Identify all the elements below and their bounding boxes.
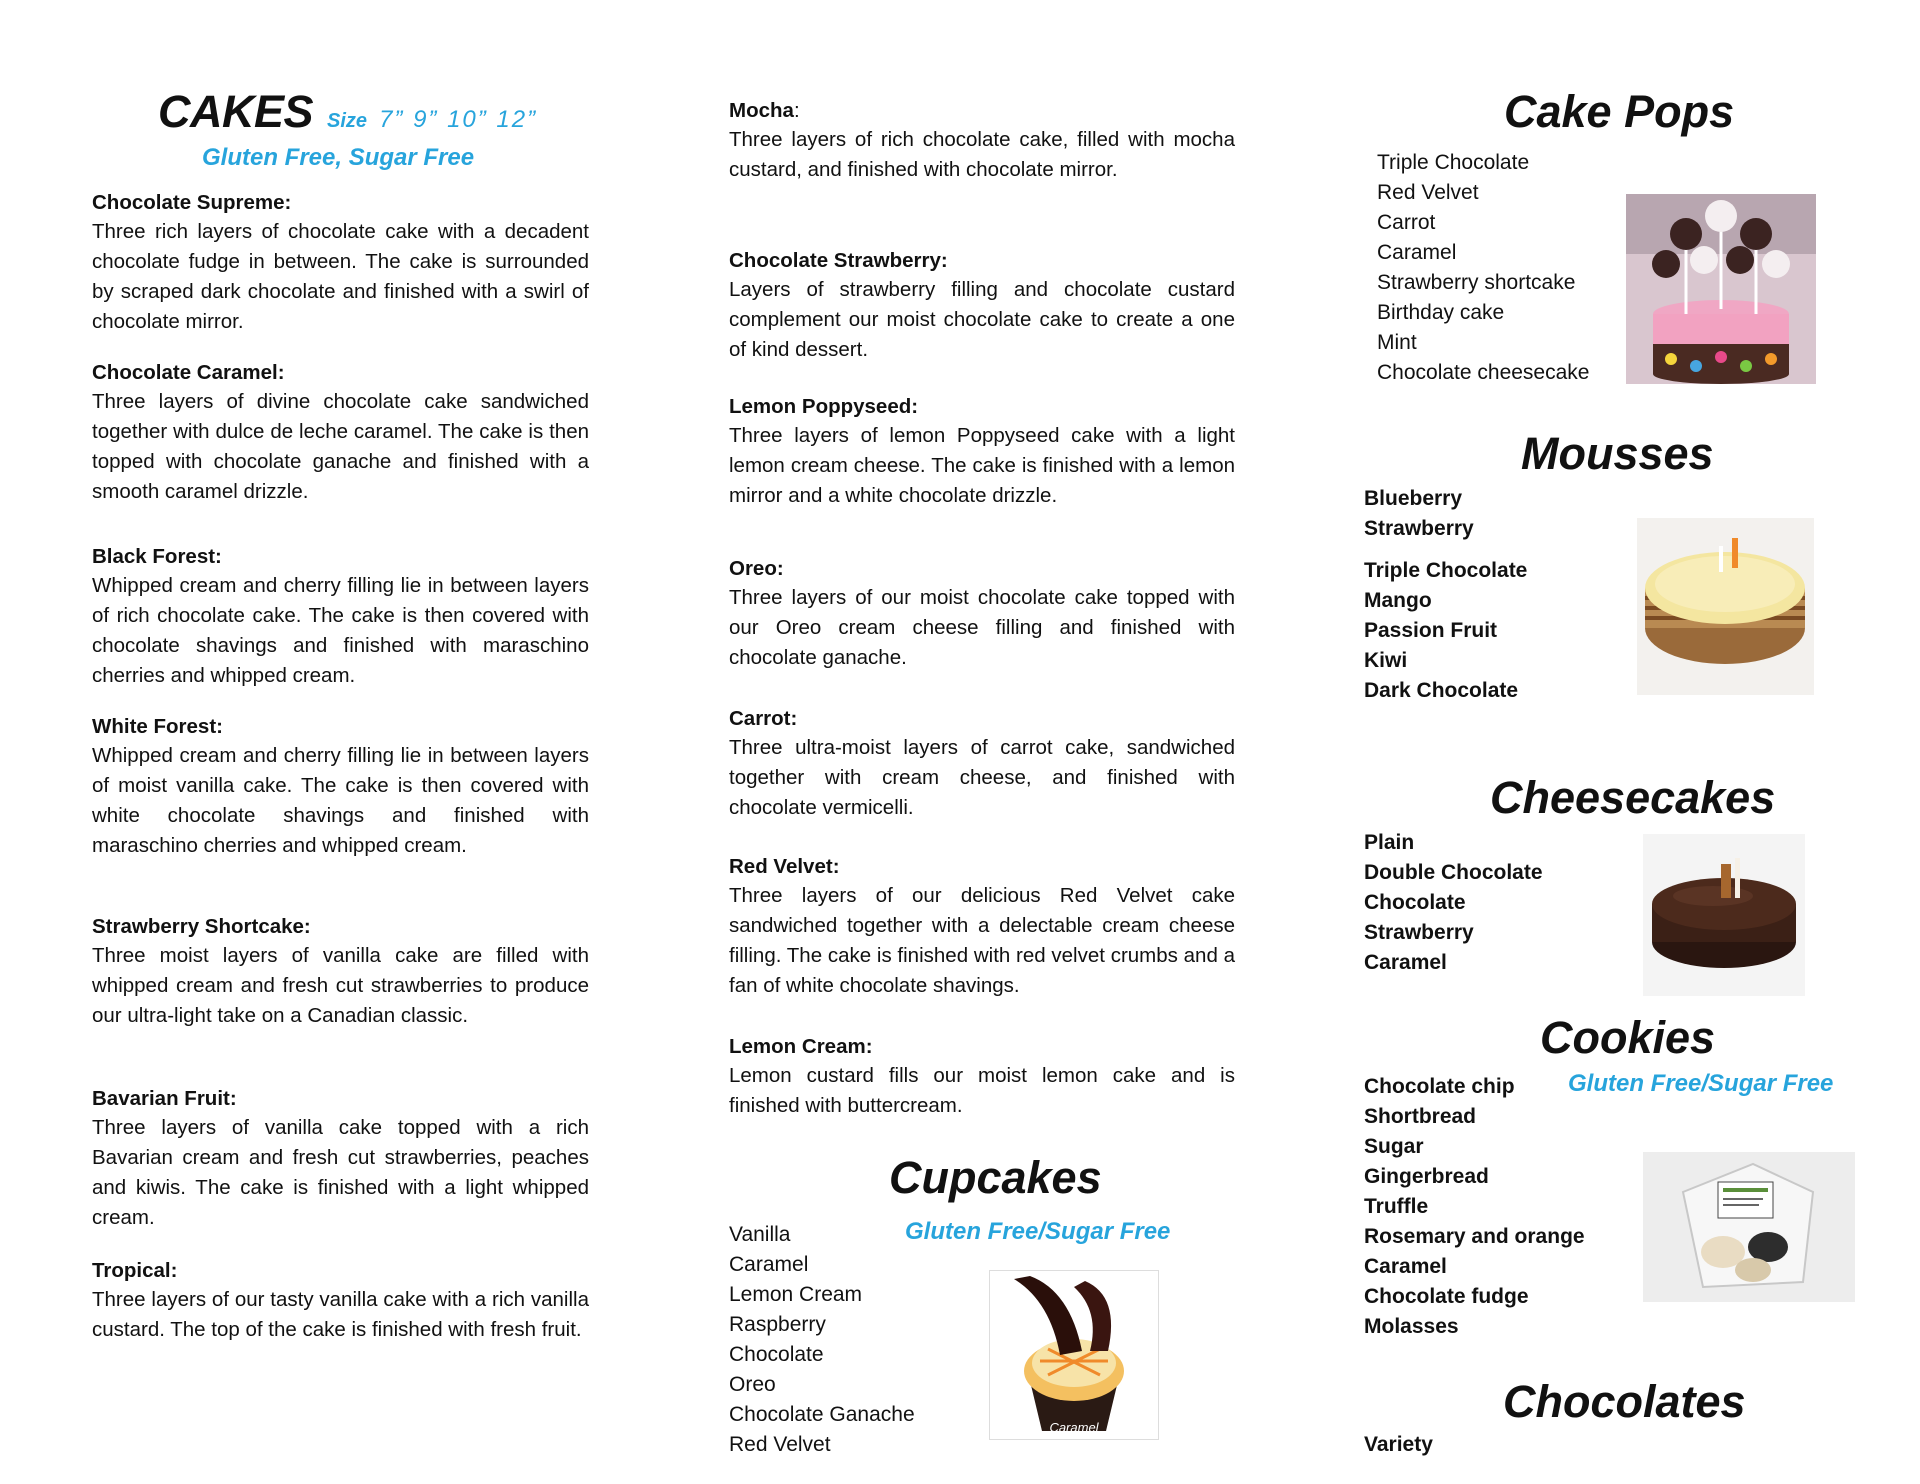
cookie-flavor: Truffle: [1364, 1195, 1429, 1218]
cake-item-description: Three layers of lemon Poppyseed cake with a light lemon cream cheese. The cake is finished with a lemon mirror and a white chocolate drizzle.: [729, 424, 1235, 507]
cookie-flavor: Molasses: [1364, 1315, 1459, 1338]
cheesecake-photo: [1643, 834, 1805, 996]
cake-item: [729, 96, 1235, 185]
cake-item-name: [729, 852, 1235, 881]
cake-pops-photo: [1626, 194, 1816, 384]
cake-item-name-text: Chocolate Caramel:: [92, 361, 285, 384]
cake-item: [92, 542, 589, 691]
cake-item-name: [92, 188, 589, 217]
size-options: 7” 9” 10” 12”: [379, 106, 538, 133]
mousse-flavor: Blueberry: [1364, 487, 1463, 510]
cake-item: [92, 912, 589, 1031]
cake-item-description: Three moist layers of vanilla cake are filled with whipped cream and fresh cut strawberries to produce our ultra-light take on a Canadian classic.: [92, 944, 589, 1027]
cupcake-flavor: Chocolate Ganache: [729, 1403, 915, 1426]
cookie-flavor: Shortbread: [1364, 1105, 1477, 1128]
mousse-flavor: Strawberry: [1364, 517, 1474, 540]
cookie-flavor: Rosemary and orange: [1364, 1225, 1585, 1248]
cake-pop-flavor: Caramel: [1377, 241, 1457, 264]
cake-item-name: [92, 542, 589, 571]
mousses-title: Mousses: [1521, 428, 1714, 479]
cupcake-photo: [989, 1270, 1159, 1440]
cake-item-description: Three layers of our moist chocolate cake topped with our Oreo cream cheese filling and finished with chocolate ganache.: [729, 586, 1235, 669]
cupcake-photo-caption: Caramel: [1049, 1420, 1099, 1435]
cookie-flavor: Chocolate chip: [1364, 1075, 1515, 1098]
cake-item: [92, 188, 589, 337]
cake-pop-flavor: Birthday cake: [1377, 301, 1505, 324]
cupcakes-dietary-note: Gluten Free/Sugar Free: [905, 1218, 1171, 1245]
mousse-flavor: Mango: [1364, 589, 1432, 612]
cake-item-description: Three ultra-moist layers of carrot cake, sandwiched together with cream cheese, and finished with chocolate vermicelli.: [729, 736, 1235, 819]
cake-item-name: [729, 96, 1235, 125]
cake-item: [729, 246, 1235, 365]
cake-item: [729, 392, 1235, 511]
cakes-title: CAKES: [158, 86, 314, 137]
mousses-list-primary: [1364, 484, 1474, 544]
cake-item: [92, 1084, 589, 1233]
cheesecakes-list: [1364, 828, 1543, 978]
cake-item-name-punct: :: [793, 99, 800, 122]
cake-item-name-text: Carrot:: [729, 707, 798, 730]
cake-item-description: Three layers of our tasty vanilla cake with a rich vanilla custard. The top of the cake is finished with fresh fruit.: [92, 1288, 589, 1341]
cake-pops-list: [1377, 148, 1589, 388]
cupcake-flavor: Lemon Cream: [729, 1283, 863, 1306]
cake-item-name: [92, 358, 589, 387]
cake-item-name-text: Lemon Cream:: [729, 1035, 873, 1058]
cookies-photo: [1643, 1152, 1855, 1302]
cake-pop-flavor: Triple Chocolate: [1377, 151, 1530, 174]
cake-item-name-text: Black Forest:: [92, 545, 222, 568]
cake-item-name-text: White Forest:: [92, 715, 223, 738]
cookies-dietary-note: Gluten Free/Sugar Free: [1568, 1070, 1834, 1097]
cake-item-description: Layers of strawberry filling and chocolate custard complement our moist chocolate cake to create a one of kind dessert.: [729, 278, 1235, 361]
cakes-heading: [158, 86, 537, 138]
cookies-title: Cookies: [1540, 1012, 1716, 1063]
mousse-flavor: Dark Chocolate: [1364, 679, 1519, 702]
cake-item-description: Three rich layers of chocolate cake with a decadent chocolate fudge in between. The cake is surrounded by scraped dark chocolate and finished with a swirl of chocolate mirror.: [92, 220, 589, 333]
cake-item-name-text: Strawberry Shortcake:: [92, 915, 311, 938]
cookies-list: [1364, 1072, 1585, 1342]
cake-pop-flavor: Mint: [1377, 331, 1417, 354]
cupcakes-list: [729, 1220, 915, 1460]
cake-pop-flavor: Carrot: [1377, 211, 1436, 234]
cake-item-name: [92, 1256, 589, 1285]
mousse-flavor: Passion Fruit: [1364, 619, 1498, 642]
cupcake-flavor: Red Velvet: [729, 1433, 831, 1456]
cake-item: [92, 1256, 589, 1345]
cookie-flavor: Caramel: [1364, 1255, 1447, 1278]
cake-item-name: [92, 1084, 589, 1113]
cake-item-name-text: Lemon Poppyseed:: [729, 395, 919, 418]
cupcake-flavor: Oreo: [729, 1373, 776, 1396]
cake-item-name: [729, 704, 1235, 733]
cookie-flavor: Sugar: [1364, 1135, 1424, 1158]
cake-item-name-text: Mocha: [729, 99, 794, 122]
cupcake-flavor: Vanilla: [729, 1223, 791, 1246]
cheesecake-flavor: Plain: [1364, 831, 1415, 854]
cake-item-name: [729, 554, 1235, 583]
cheesecake-flavor: Strawberry: [1364, 921, 1474, 944]
cake-item-name: [92, 912, 589, 941]
mousses-list-secondary: [1364, 556, 1527, 706]
cake-item-name: [729, 246, 1235, 275]
cake-pop-flavor: Red Velvet: [1377, 181, 1479, 204]
mousse-photo: [1637, 518, 1814, 695]
cake-item-name-text: Oreo:: [729, 557, 784, 580]
cookie-flavor: Gingerbread: [1364, 1165, 1489, 1188]
cupcake-flavor: Chocolate: [729, 1343, 824, 1366]
chocolates-title: Chocolates: [1503, 1376, 1746, 1427]
cupcake-flavor: Caramel: [729, 1253, 809, 1276]
cakes-dietary-note: Gluten Free, Sugar Free: [202, 144, 475, 171]
cheesecake-flavor: Double Chocolate: [1364, 861, 1543, 884]
cake-item-name-text: Red Velvet:: [729, 855, 840, 878]
cake-item-description: Three layers of our delicious Red Velvet cake sandwiched together with a delectable cream cheese filling. The cake is finished with red velvet crumbs and a fan of white chocolate shavings.: [729, 884, 1235, 997]
cake-pop-flavor: Chocolate cheesecake: [1377, 361, 1590, 384]
cake-item-description: Lemon custard fills our moist lemon cake and is finished with buttercream.: [729, 1064, 1235, 1117]
cake-item: [729, 704, 1235, 823]
cake-pops-title: Cake Pops: [1504, 86, 1735, 137]
cake-item-description: Three layers of rich chocolate cake, filled with mocha custard, and finished with chocolate mirror.: [729, 128, 1235, 181]
cake-item-description: Whipped cream and cherry filling lie in between layers of moist vanilla cake. The cake is then covered with white chocolate shavings and finished with maraschino cherries and whipped cream.: [92, 744, 589, 857]
cake-item: [92, 712, 589, 861]
cheesecake-flavor: Chocolate: [1364, 891, 1466, 914]
chocolates-list: [1364, 1430, 1433, 1460]
chocolate-item: Variety: [1364, 1433, 1433, 1456]
cake-item-name-text: Bavarian Fruit:: [92, 1087, 237, 1110]
cake-item-name-text: Tropical:: [92, 1259, 178, 1282]
cake-item-name: [92, 712, 589, 741]
cake-item: [729, 1032, 1235, 1121]
cake-item-description: Whipped cream and cherry filling lie in between layers of rich chocolate cake. The cake is then covered with chocolate shavings and finished with maraschino cherries and whipped cream.: [92, 574, 589, 687]
cake-item-name-text: Chocolate Strawberry:: [729, 249, 948, 272]
cake-item: [729, 554, 1235, 673]
cake-item: [92, 358, 589, 507]
cupcake-flavor: Raspberry: [729, 1313, 826, 1336]
cake-item-name: [729, 1032, 1235, 1061]
cupcakes-title: Cupcakes: [889, 1152, 1102, 1203]
cheesecake-flavor: Caramel: [1364, 951, 1447, 974]
cake-item-name-text: Chocolate Supreme:: [92, 191, 292, 214]
cake-item-description: Three layers of divine chocolate cake sandwiched together with dulce de leche caramel. The cake is then topped with chocolate ganache and finished with a smooth caramel drizzle.: [92, 390, 589, 503]
cake-pop-flavor: Strawberry shortcake: [1377, 271, 1576, 294]
mousse-flavor: Kiwi: [1364, 649, 1408, 672]
mousse-flavor: Triple Chocolate: [1364, 559, 1528, 582]
size-label: Size: [327, 110, 368, 132]
cake-item-description: Three layers of vanilla cake topped with a rich Bavarian cream and fresh cut strawberries, peaches and kiwis. The cake is finished with a light whipped cream.: [92, 1116, 589, 1229]
cake-item: [729, 852, 1235, 1001]
cookie-flavor: Chocolate fudge: [1364, 1285, 1529, 1308]
cheesecakes-title: Cheesecakes: [1490, 772, 1776, 823]
cake-item-name: [729, 392, 1235, 421]
